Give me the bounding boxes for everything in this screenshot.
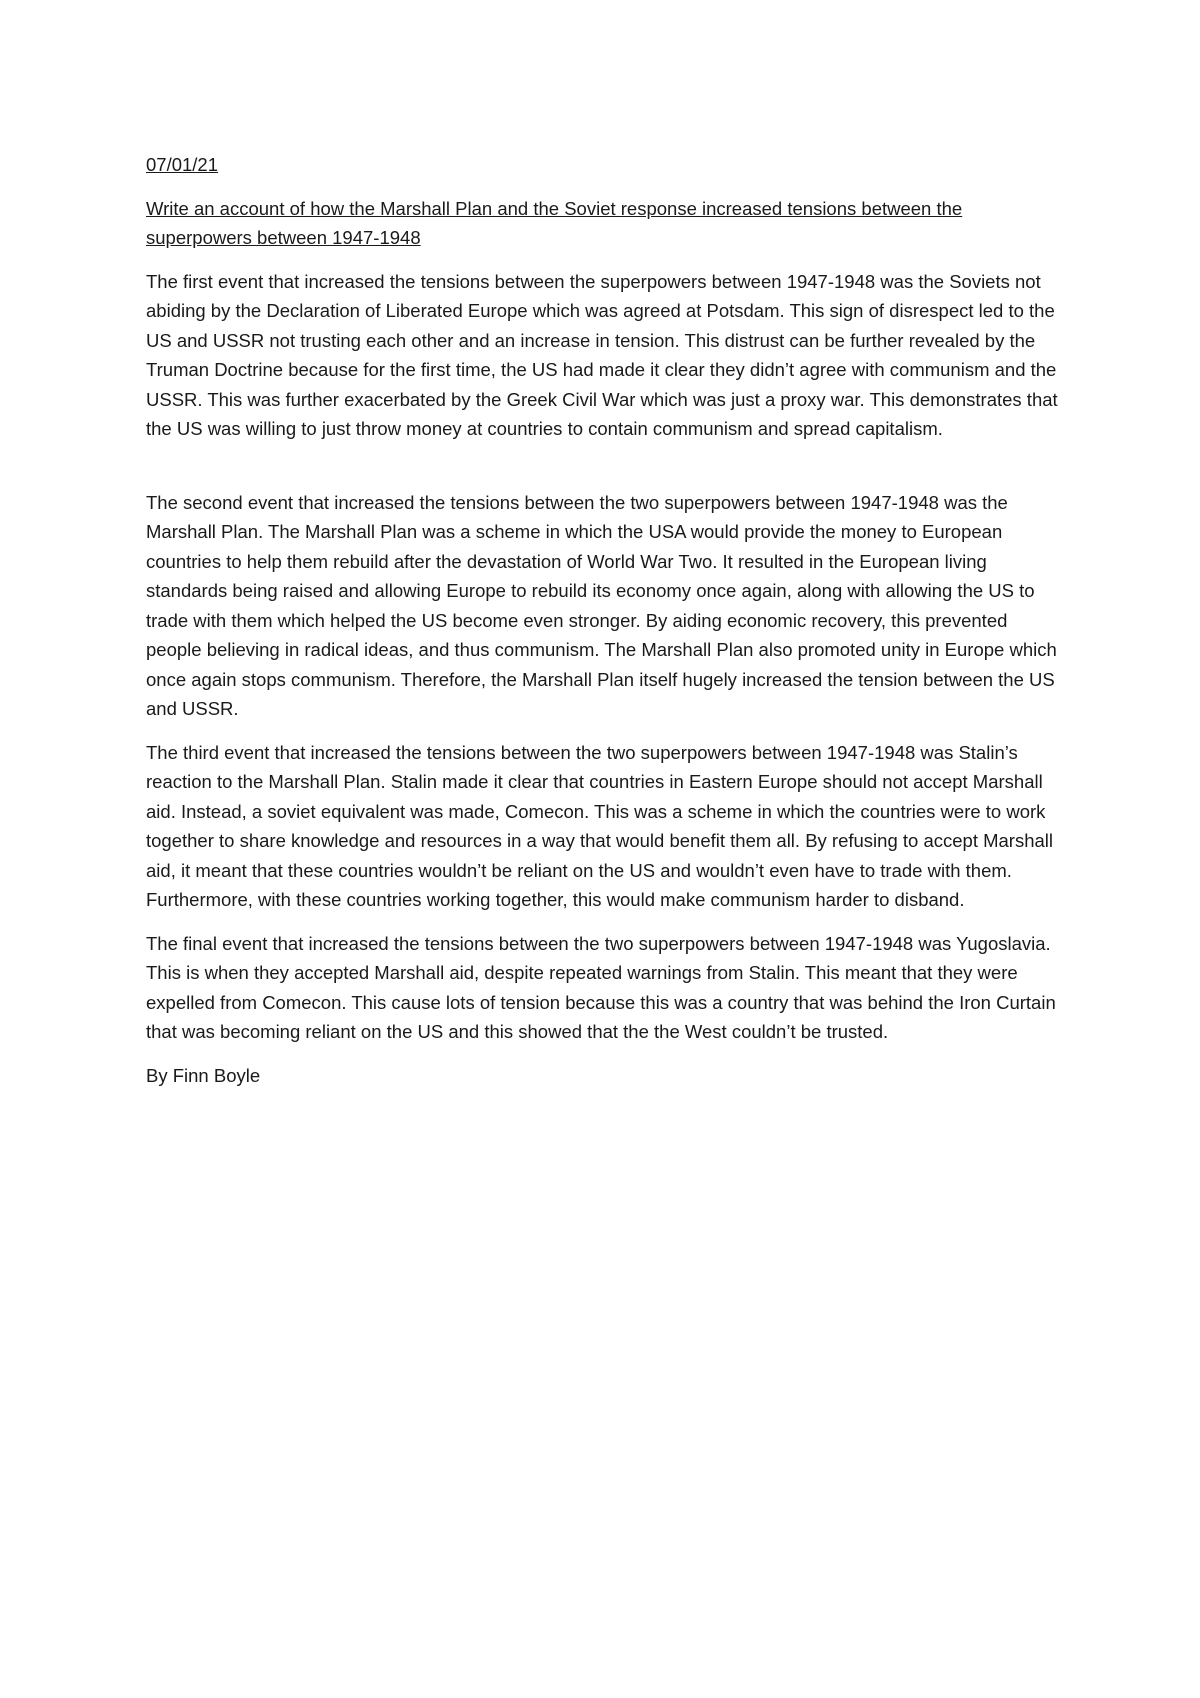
- document-date: 07/01/21: [146, 154, 219, 175]
- paragraph-second-event: The second event that increased the tensions between the two superpowers between 1947-1948 was the Marshall Plan. The Marshall Plan was a scheme in which the USA would provide the money to European countries to help them rebuild after the devastation of World War Two. It resulted in the European living standards being raised and allowing Europe to rebuild its economy once again, along with allowing the US to trade with them which helped the US become even stronger. By aiding economic recovery, this prevented people believing in radical ideas, and thus communism. The Marshall Plan also promoted unity in Europe which once again stops communism. Therefore, the Marshall Plan itself hugely increased the tension between the US and USSR.: [146, 491, 1057, 719]
- author-signature: By Finn Boyle: [146, 1064, 261, 1086]
- paragraph-final-event: The final event that increased the tensions between the two superpowers between 1947-1948 was Yugoslavia. This is when they accepted Marshall aid, despite repeated warnings from Stalin. This meant that they were expelled from Comecon. This cause lots of tension because this was a country that was behind the Iron Curtain that was becoming reliant on the US and this showed that the the West couldn’t be trusted.: [146, 932, 1056, 1042]
- paragraph-third-event: The third event that increased the tensions between the two superpowers between 1947-1948 was Stalin’s reaction to the Marshall Plan. Stalin made it clear that countries in Eastern Europe should not accept Marshall aid. Instead, a soviet equivalent was made, Comecon. This was a scheme in which the countries were to work together to share knowledge and resources in a way that would benefit them all. By refusing to accept Marshall aid, it meant that these countries wouldn’t be reliant on the US and wouldn’t even have to trade with them. Furthermore, with these countries working together, this would make communism harder to disband.: [146, 741, 1054, 910]
- essay-question: Write an account of how the Marshall Plan and the Soviet response increased tensions between the superpowers between 1947-1948: [146, 197, 963, 248]
- document-page: [146, 150, 1066, 1090]
- paragraph-first-event: The first event that increased the tensions between the superpowers between 1947-1948 was the Soviets not abiding by the Declaration of Liberated Europe which was agreed at Potsdam. This sign of disrespect led to the US and USSR not trusting each other and an increase in tension. This distrust can be further revealed by the Truman Doctrine because for the first time, the US had made it clear they didn’t agree with communism and the USSR. This was further exacerbated by the Greek Civil War which was just a proxy war. This demonstrates that the US was willing to just throw money at countries to contain communism and spread capitalism.: [146, 270, 1058, 439]
